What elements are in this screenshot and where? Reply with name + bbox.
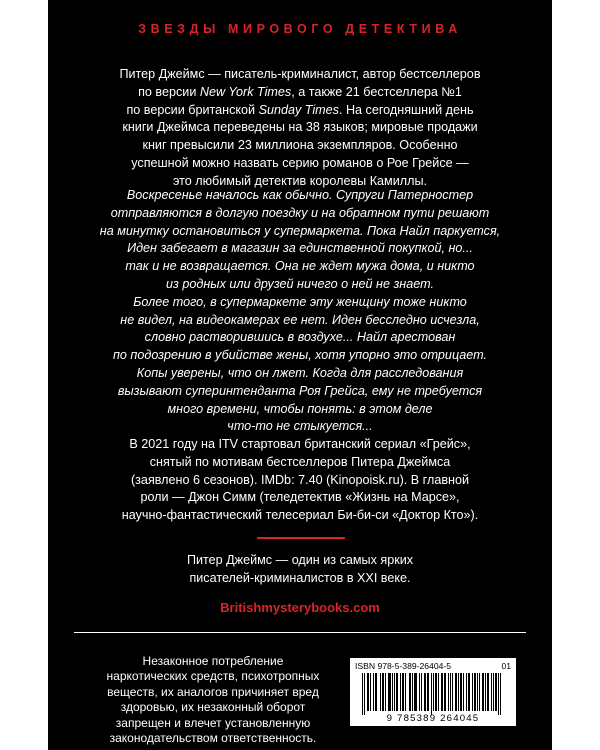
barcode-bar	[458, 673, 459, 711]
book-back-cover	[48, 0, 552, 750]
barcode-bar	[493, 673, 494, 711]
barcode-bar	[460, 673, 461, 711]
isbn-label: ISBN 978-5-389-26404-5	[355, 661, 452, 671]
bio-line: Питер Джеймс — писатель-криминалист, автор бестселлеров	[119, 67, 481, 81]
barcode-bar	[477, 673, 478, 711]
barcode-bar	[441, 673, 442, 711]
barcode-bar	[475, 673, 476, 711]
warning-line: Незаконное потребление	[142, 654, 284, 668]
legal-warning	[78, 654, 348, 746]
barcode-bar	[469, 673, 470, 711]
barcode-bar	[455, 673, 456, 711]
synopsis-line: Более того, в супермаркете эту женщину тоже никто	[133, 294, 467, 309]
synopsis-line: так и не возвращается. Она не ждет мужа дома, и никто	[125, 259, 475, 274]
barcode-bar	[368, 673, 369, 711]
barcode-bar	[463, 673, 464, 711]
synopsis-line: Воскресенье началось как обычно. Супруги Патерностер	[126, 188, 474, 202]
tv-line: роли — Джон Симм (теледетектив «Жизнь на Марсе»,	[140, 490, 460, 505]
bio-text: по версии	[138, 84, 200, 99]
tagline-line: Питер Джеймс — один из самых ярких	[186, 553, 414, 567]
barcode-bar	[419, 673, 420, 711]
barcode-bar	[495, 673, 496, 711]
barcode-bar	[367, 673, 368, 711]
barcode-bar	[438, 673, 439, 711]
bio-line: успешной можно назвать серию романов о Рое Грейсе —	[131, 155, 469, 170]
red-divider	[257, 537, 345, 539]
barcode-bar	[500, 673, 501, 715]
barcode-bar	[415, 673, 416, 711]
barcode-bar	[452, 673, 453, 711]
bio-line: книг превысили 23 миллиона экземпляров. Особенно	[142, 138, 458, 153]
synopsis-line: на минутку остановиться у супермаркета. Пока Найл паркуется,	[99, 223, 501, 238]
bio-text: . На сегодняшний день	[338, 102, 474, 117]
barcode-bar	[496, 673, 497, 711]
warning-line: веществ, их аналогов причиняет вред	[107, 684, 319, 699]
barcode-bar	[416, 673, 417, 711]
barcode-bar	[435, 673, 436, 711]
warning-line: здоровью, их незаконный оборот	[120, 700, 306, 715]
barcode-bar	[468, 673, 469, 711]
barcode-bar	[388, 673, 389, 711]
barcode-bar	[414, 673, 415, 711]
bio-line: это любимый детектив королевы Камиллы.	[172, 173, 428, 188]
isbn-row	[355, 661, 511, 671]
bio-text: , а также 21 бестселлера №1	[291, 84, 462, 99]
barcode-bar	[479, 673, 480, 711]
barcode-bar	[410, 673, 411, 711]
website-link[interactable]: Britishmysterybooks.com	[220, 600, 380, 615]
barcode-bar	[397, 673, 398, 711]
bio-publication: Sunday Times	[258, 102, 339, 117]
barcode-number: 9 785389 264045	[386, 713, 480, 724]
synopsis-line: не видел, на видеокамерах ее нет. Иден бесследно исчезла,	[120, 312, 480, 327]
barcode-bar	[482, 673, 483, 711]
barcode-bar	[450, 673, 451, 711]
barcode-bar	[428, 673, 429, 711]
tv-line: научно-фантастический телесериал Би-би-си «Доктор Кто»).	[121, 508, 479, 523]
barcode-bar	[412, 673, 413, 711]
synopsis-line: много времени, чтобы понять: в этом деле	[167, 401, 433, 416]
barcode-bar	[396, 673, 397, 711]
barcode-bar	[461, 673, 462, 711]
barcode-bar	[402, 673, 403, 711]
barcode-icon	[362, 673, 504, 715]
synopsis-line: вызывают суперинтенданта Роя Грейса, ему не требуется	[117, 383, 483, 398]
barcode-bar	[444, 673, 445, 711]
barcode-bar	[383, 673, 384, 711]
tv-line: (заявлено 6 сезонов). IMDb: 7.40 (Kinopoisk.ru). В главной	[130, 472, 470, 487]
barcode-bar	[498, 673, 499, 715]
tagline-line: писателей-криминалистов в XXI веке.	[189, 570, 411, 585]
barcode-bar	[364, 673, 365, 715]
barcode-box	[350, 658, 516, 726]
barcode-bar	[491, 673, 492, 711]
barcode-bar	[390, 673, 391, 711]
synopsis-line: отправляются в долгую поездку и на обратном пути решают	[110, 205, 490, 220]
author-bio	[48, 66, 552, 191]
barcode-bar	[405, 673, 406, 711]
isbn-suffix: 01	[501, 661, 511, 671]
barcode-bar	[370, 673, 371, 711]
tv-line: снятый по мотивам бестселлеров Питера Джеймса	[149, 454, 451, 469]
barcode-bar	[431, 673, 432, 715]
series-title: ЗВЕЗДЫ МИРОВОГО ДЕТЕКТИВА	[138, 22, 462, 36]
barcode-bar	[376, 673, 377, 711]
barcode-bar	[488, 673, 489, 711]
barcode-bar	[400, 673, 401, 711]
barcode-bar	[466, 673, 467, 711]
barcode-bar	[421, 673, 422, 711]
warning-line: запрещен и влечет установленную	[115, 715, 311, 730]
bio-line: книги Джеймса переведены на 38 языков; мировые продажи	[122, 120, 478, 135]
barcode-bar	[373, 673, 374, 711]
barcode-bar	[445, 673, 446, 711]
synopsis-line: что-то не стыкуется...	[227, 419, 373, 434]
barcode-bar	[385, 673, 386, 711]
synopsis-line: Копы уверены, что он лжет. Когда для расследования	[136, 365, 464, 380]
bio-line	[48, 102, 552, 120]
bio-line	[48, 84, 552, 102]
barcode-bar	[442, 673, 443, 711]
barcode-bar	[375, 673, 376, 711]
tagline	[48, 552, 552, 588]
warning-line: наркотических средств, психотропных	[106, 669, 320, 684]
synopsis	[48, 187, 552, 436]
synopsis-line: словно растворившись в воздухе... Найл арестован	[144, 330, 456, 345]
barcode-bar	[403, 673, 404, 711]
barcode-bar	[382, 673, 383, 711]
barcode-bar	[392, 673, 393, 711]
synopsis-line: Иден забегает в магазин за единственной покупкой, но...	[127, 241, 473, 256]
horizontal-rule	[74, 632, 526, 633]
barcode-bar	[425, 673, 426, 711]
barcode-bar	[394, 673, 395, 711]
barcode-bar	[424, 673, 425, 711]
barcode-bar	[483, 673, 484, 711]
barcode-bar	[487, 673, 488, 711]
barcode-bar	[362, 673, 363, 715]
barcode-bar	[409, 673, 410, 711]
bio-text: по версии британской	[126, 102, 259, 117]
barcode-bar	[456, 673, 457, 711]
barcode-bar	[427, 673, 428, 711]
barcode-bar	[380, 673, 381, 711]
warning-line: законодательством ответственность.	[109, 731, 317, 746]
barcode-bar	[436, 673, 437, 711]
tv-line: В 2021 году на ITV стартовал британский сериал «Грейс»,	[129, 437, 471, 451]
tv-series-info	[48, 436, 552, 525]
bio-publication: New York Times	[199, 84, 292, 99]
synopsis-line: из родных или друзей ничего о ней не знает.	[166, 276, 434, 291]
synopsis-line: по подозрению в убийстве жены, хотя упорно это отрицает.	[112, 348, 487, 363]
barcode-bar	[433, 673, 434, 711]
barcode-bar	[485, 673, 486, 711]
barcode-bar	[389, 673, 390, 711]
barcode-bar	[474, 673, 475, 711]
barcode-bar	[448, 673, 449, 711]
barcode-bar	[472, 673, 473, 711]
